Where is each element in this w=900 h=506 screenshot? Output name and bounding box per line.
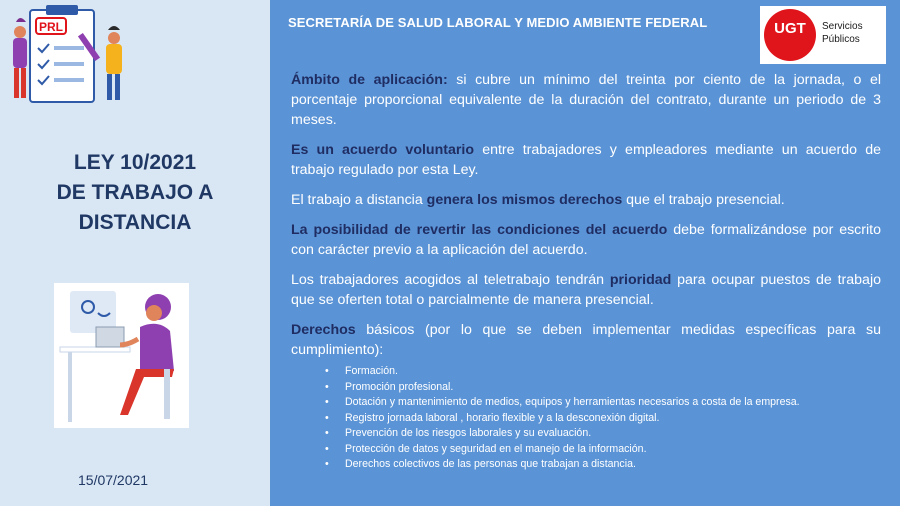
basic-rights-text: básicos (por lo que se deben implementar medidas específicas para su cumplimiento): [291,322,881,358]
voluntary-heading: Es un acuerdo voluntario [291,142,475,158]
date-label: 15/07/2021 [78,472,149,488]
revert-heading: La posibilidad de revertir las condiciones del acuerdo [291,222,668,238]
remote-work-illustration [54,283,189,428]
rights-equal-post: que el trabajo presencial. [622,192,785,208]
content-body [291,70,881,473]
ugt-logo [760,6,886,64]
logo-subtitle-line-1: Servicios [822,21,863,32]
scope-text: si cubre un mínimo del treinta por ciento de la jornada, o el porcentaje proporcional equivalente de la duración del contrato, durante un periodo de 3 meses. [291,72,881,128]
list-item: • Derechos colectivos de las personas que trabajan a distancia. [345,457,881,473]
scope-heading: Ámbito de aplicación: [291,72,448,88]
logo-subtitle [822,20,863,46]
prl-label: PRL [39,20,63,34]
paragraph-voluntary [291,140,881,180]
priority-bold: prioridad [609,272,672,288]
list-item: • Formación. [345,364,881,380]
priority-pre: Los trabajadores acogidos al teletrabajo tendrán [291,272,610,288]
paragraph-priority [291,270,881,310]
list-item: • Dotación y mantenimiento de medios, equipos y herramientas necesarios a costa de la empresa. [345,395,881,411]
title-line-3: DISTANCIA [78,211,192,234]
paragraph-basic-rights [291,320,881,360]
list-item: • Registro jornada laboral , horario flexible y a la desconexión digital. [345,411,881,427]
priority-post: para ocupar puestos de trabajo que se oferten total o parcialmente de manera presencial. [291,272,881,308]
voluntary-text: entre trabajadores y empleadores mediante un acuerdo de trabajo regulado por esta Ley. [291,142,881,178]
ugt-logo-text: UGT [774,20,806,37]
rights-equal-pre: El trabajo a distancia [291,192,427,208]
title-line-1: LEY 10/2021 [73,151,197,174]
page-title [20,148,250,238]
prl-checklist-illustration [8,4,128,108]
list-item: • Promoción profesional. [345,380,881,396]
left-panel [0,0,270,506]
paragraph-rights-equal [291,190,881,210]
header-title: SECRETARÍA DE SALUD LABORAL Y MEDIO AMBIENTE FEDERAL [288,15,708,30]
paragraph-revert [291,220,881,260]
rights-equal-bold: genera los mismos derechos [426,192,623,208]
logo-subtitle-line-2: Públicos [822,34,860,45]
paragraph-scope [291,70,881,130]
revert-text: debe formalizándose por escrito con carácter previo a la aplicación del acuerdo. [291,222,881,258]
title-line-2: DE TRABAJO A [56,181,214,204]
rights-list [291,364,881,473]
basic-rights-heading: Derechos [291,322,356,338]
list-item: • Prevención de los riesgos laborales y su evaluación. [345,426,881,442]
list-item: • Protección de datos y seguridad en el manejo de la información. [345,442,881,458]
